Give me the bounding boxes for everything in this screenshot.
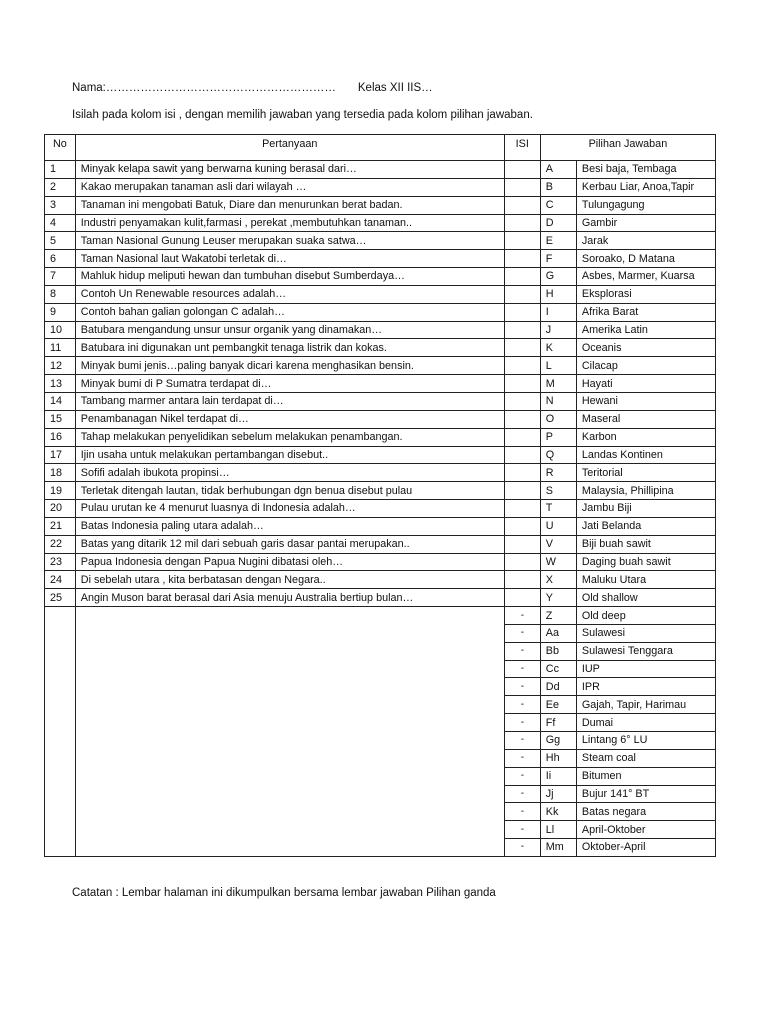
isi-mark: - (504, 785, 540, 803)
question-number: 6 (45, 250, 76, 268)
choice-code: E (540, 232, 576, 250)
answer-input-cell[interactable] (504, 303, 540, 321)
question-number: 23 (45, 553, 76, 571)
choice-code: D (540, 214, 576, 232)
question-text: Minyak kelapa sawit yang berwarna kuning berasal dari… (75, 161, 504, 179)
choice-code: F (540, 250, 576, 268)
choice-code: N (540, 392, 576, 410)
choice-code: Cc (540, 660, 576, 678)
question-text: Pulau urutan ke 4 menurut luasnya di Indonesia adalah… (75, 500, 504, 518)
choice-code: Bb (540, 642, 576, 660)
table-row (45, 553, 716, 571)
choice-answer: Eksplorasi (576, 285, 715, 303)
answer-input-cell[interactable] (504, 571, 540, 589)
choice-answer: Karbon (576, 428, 715, 446)
answer-input-cell[interactable] (504, 285, 540, 303)
question-text: Penambanagan Nikel terdapat di… (75, 410, 504, 428)
table-row (45, 285, 716, 303)
question-text: Minyak bumi jenis…paling banyak dicari karena menghasikan bensin. (75, 357, 504, 375)
question-number: 2 (45, 178, 76, 196)
answer-input-cell[interactable] (504, 178, 540, 196)
choice-answer: IPR (576, 678, 715, 696)
choice-answer: Landas Kontinen (576, 446, 715, 464)
table-row (45, 571, 716, 589)
choice-answer: Malaysia, Phillipina (576, 482, 715, 500)
question-text: Taman Nasional Gunung Leuser merupakan suaka satwa… (75, 232, 504, 250)
question-text: Di sebelah utara , kita berbatasan dengan Negara.. (75, 571, 504, 589)
choice-answer: Afrika Barat (576, 303, 715, 321)
answer-input-cell[interactable] (504, 232, 540, 250)
name-field-label: Nama:…………………………………………………… (72, 82, 336, 94)
table-row (45, 196, 716, 214)
choice-code: K (540, 339, 576, 357)
table-row (45, 410, 716, 428)
question-text: Tambang marmer antara lain terdapat di… (75, 392, 504, 410)
question-number: 18 (45, 464, 76, 482)
empty-number-cell (45, 607, 76, 857)
choice-answer: Batas negara (576, 803, 715, 821)
choice-answer: Bitumen (576, 767, 715, 785)
question-text: Ijin usaha untuk melakukan pertambangan disebut.. (75, 446, 504, 464)
table-row (45, 357, 716, 375)
question-number: 22 (45, 535, 76, 553)
isi-mark: - (504, 660, 540, 678)
question-number: 12 (45, 357, 76, 375)
question-text: Batas Indonesia paling utara adalah… (75, 517, 504, 535)
question-number: 20 (45, 500, 76, 518)
choice-code: X (540, 571, 576, 589)
question-text: Batubara ini digunakan unt pembangkit tenaga listrik dan kokas. (75, 339, 504, 357)
choice-answer: Amerika Latin (576, 321, 715, 339)
question-text: Contoh bahan galian golongan C adalah… (75, 303, 504, 321)
choice-answer: Besi baja, Tembaga (576, 161, 715, 179)
question-number: 24 (45, 571, 76, 589)
question-number: 5 (45, 232, 76, 250)
answer-input-cell[interactable] (504, 464, 540, 482)
footer-note: Catatan : Lembar halaman ini dikumpulkan bersama lembar jawaban Pilihan ganda (72, 887, 496, 899)
choice-code: Mm (540, 839, 576, 857)
choice-answer: IUP (576, 660, 715, 678)
question-number: 11 (45, 339, 76, 357)
choice-code: Dd (540, 678, 576, 696)
question-number: 13 (45, 375, 76, 393)
choice-code: Jj (540, 785, 576, 803)
table-row (45, 464, 716, 482)
choice-code: Ii (540, 767, 576, 785)
choice-answer: Old shallow (576, 589, 715, 607)
answer-input-cell[interactable] (504, 446, 540, 464)
answer-input-cell[interactable] (504, 410, 540, 428)
answer-input-cell[interactable] (504, 214, 540, 232)
choice-code: O (540, 410, 576, 428)
isi-mark: - (504, 767, 540, 785)
choice-code: M (540, 375, 576, 393)
question-text: Angin Muson barat berasal dari Asia menuju Australia bertiup bulan… (75, 589, 504, 607)
question-number: 4 (45, 214, 76, 232)
answer-input-cell[interactable] (504, 482, 540, 500)
table-row (45, 428, 716, 446)
choice-code: Y (540, 589, 576, 607)
choice-answer: April-Oktober (576, 821, 715, 839)
answer-input-cell[interactable] (504, 268, 540, 286)
question-number: 14 (45, 392, 76, 410)
student-header (72, 82, 433, 94)
question-number: 25 (45, 589, 76, 607)
choice-answer: Teritorial (576, 464, 715, 482)
answer-input-cell[interactable] (504, 428, 540, 446)
choice-code: C (540, 196, 576, 214)
choice-code: Z (540, 607, 576, 625)
choice-answer: Oktober-April (576, 839, 715, 857)
table-row (45, 607, 716, 625)
table-row (45, 446, 716, 464)
choice-answer: Biji buah sawit (576, 535, 715, 553)
worksheet-table (44, 134, 716, 857)
table-header-row (45, 135, 716, 161)
choice-answer: Sulawesi Tenggara (576, 642, 715, 660)
isi-mark: - (504, 714, 540, 732)
choice-code: R (540, 464, 576, 482)
answer-input-cell[interactable] (504, 161, 540, 179)
choice-code: Ll (540, 821, 576, 839)
choice-answer: Hayati (576, 375, 715, 393)
table-row (45, 375, 716, 393)
choice-answer: Soroako, D Matana (576, 250, 715, 268)
choice-code: Ee (540, 696, 576, 714)
table-row (45, 339, 716, 357)
choice-code: V (540, 535, 576, 553)
isi-mark: - (504, 696, 540, 714)
choice-answer: Lintang 6° LU (576, 732, 715, 750)
choice-code: Q (540, 446, 576, 464)
choice-code: Hh (540, 749, 576, 767)
header-no: No (45, 135, 76, 161)
question-text: Tanaman ini mengobati Batuk, Diare dan menurunkan berat badan. (75, 196, 504, 214)
question-number: 9 (45, 303, 76, 321)
answer-input-cell[interactable] (504, 392, 540, 410)
question-text: Contoh Un Renewable resources adalah… (75, 285, 504, 303)
choice-answer: Bujur 141° BT (576, 785, 715, 803)
choice-code: L (540, 357, 576, 375)
answer-input-cell[interactable] (504, 250, 540, 268)
answer-input-cell[interactable] (504, 535, 540, 553)
question-text: Terletak ditengah lautan, tidak berhubungan dgn benua disebut pulau (75, 482, 504, 500)
choice-code: W (540, 553, 576, 571)
choice-code: Aa (540, 624, 576, 642)
isi-mark: - (504, 732, 540, 750)
table-row (45, 303, 716, 321)
isi-mark: - (504, 624, 540, 642)
answer-input-cell[interactable] (504, 500, 540, 518)
question-text: Mahluk hidup meliputi hewan dan tumbuhan disebut Sumberdaya… (75, 268, 504, 286)
table-row (45, 589, 716, 607)
choice-answer: Gambir (576, 214, 715, 232)
choice-code: I (540, 303, 576, 321)
header-pertanyaan: Pertanyaan (75, 135, 504, 161)
choice-answer: Asbes, Marmer, Kuarsa (576, 268, 715, 286)
table-body (45, 161, 716, 857)
table-row (45, 500, 716, 518)
table-row (45, 535, 716, 553)
choice-answer: Maluku Utara (576, 571, 715, 589)
question-number: 15 (45, 410, 76, 428)
choice-answer: Jambu Biji (576, 500, 715, 518)
isi-mark: - (504, 839, 540, 857)
question-number: 19 (45, 482, 76, 500)
choice-code: Gg (540, 732, 576, 750)
choice-answer: Steam coal (576, 749, 715, 767)
choice-code: G (540, 268, 576, 286)
choice-code: U (540, 517, 576, 535)
choice-code: A (540, 161, 576, 179)
answer-input-cell[interactable] (504, 375, 540, 393)
choice-answer: Gajah, Tapir, Harimau (576, 696, 715, 714)
question-number: 3 (45, 196, 76, 214)
choice-answer: Sulawesi (576, 624, 715, 642)
question-text: Taman Nasional laut Wakatobi terletak di… (75, 250, 504, 268)
isi-mark: - (504, 678, 540, 696)
table-row (45, 232, 716, 250)
question-number: 16 (45, 428, 76, 446)
choice-answer: Daging buah sawit (576, 553, 715, 571)
choice-answer: Cilacap (576, 357, 715, 375)
table-row (45, 321, 716, 339)
choice-code: Kk (540, 803, 576, 821)
question-text: Sofifi adalah ibukota propinsi… (75, 464, 504, 482)
isi-mark: - (504, 607, 540, 625)
choice-answer: Maseral (576, 410, 715, 428)
question-number: 10 (45, 321, 76, 339)
answer-input-cell[interactable] (504, 196, 540, 214)
question-text: Kakao merupakan tanaman asli dari wilayah … (75, 178, 504, 196)
choice-answer: Kerbau Liar, Anoa,Tapir (576, 178, 715, 196)
question-number: 1 (45, 161, 76, 179)
class-label: Kelas XII IIS… (357, 82, 433, 94)
question-text: Tahap melakukan penyelidikan sebelum melakukan penambangan. (75, 428, 504, 446)
table-row (45, 482, 716, 500)
choice-code: T (540, 500, 576, 518)
table-row (45, 214, 716, 232)
question-number: 21 (45, 517, 76, 535)
table-row (45, 517, 716, 535)
empty-question-cell (75, 607, 504, 857)
isi-mark: - (504, 642, 540, 660)
choice-answer: Dumai (576, 714, 715, 732)
choice-code: P (540, 428, 576, 446)
question-text: Industri penyamakan kulit,farmasi , perekat ,membutuhkan tanaman.. (75, 214, 504, 232)
choice-code: J (540, 321, 576, 339)
table-row (45, 250, 716, 268)
choice-answer: Jati Belanda (576, 517, 715, 535)
question-text: Papua Indonesia dengan Papua Nugini dibatasi oleh… (75, 553, 504, 571)
table-row (45, 161, 716, 179)
choice-code: H (540, 285, 576, 303)
question-text: Batas yang ditarik 12 mil dari sebuah garis dasar pantai merupakan.. (75, 535, 504, 553)
answer-input-cell[interactable] (504, 357, 540, 375)
answer-input-cell[interactable] (504, 339, 540, 357)
question-text: Minyak bumi di P Sumatra terdapat di… (75, 375, 504, 393)
choice-answer: Old deep (576, 607, 715, 625)
choice-answer: Oceanis (576, 339, 715, 357)
answer-input-cell[interactable] (504, 517, 540, 535)
isi-mark: - (504, 803, 540, 821)
question-number: 8 (45, 285, 76, 303)
choice-code: B (540, 178, 576, 196)
question-number: 7 (45, 268, 76, 286)
choice-code: S (540, 482, 576, 500)
table-row (45, 178, 716, 196)
choice-code: Ff (540, 714, 576, 732)
question-number: 17 (45, 446, 76, 464)
answer-input-cell[interactable] (504, 321, 540, 339)
instruction-text: Isilah pada kolom isi , dengan memilih jawaban yang tersedia pada kolom pilihan jawaban. (72, 109, 533, 121)
isi-mark: - (504, 821, 540, 839)
table-row (45, 268, 716, 286)
isi-mark: - (504, 749, 540, 767)
choice-answer: Jarak (576, 232, 715, 250)
answer-input-cell[interactable] (504, 589, 540, 607)
header-isi: ISI (504, 135, 540, 161)
header-pilihan-jawaban: Pilihan Jawaban (540, 135, 715, 161)
choice-answer: Tulungagung (576, 196, 715, 214)
table-row (45, 392, 716, 410)
choice-answer: Hewani (576, 392, 715, 410)
answer-input-cell[interactable] (504, 553, 540, 571)
question-text: Batubara mengandung unsur unsur organik yang dinamakan… (75, 321, 504, 339)
